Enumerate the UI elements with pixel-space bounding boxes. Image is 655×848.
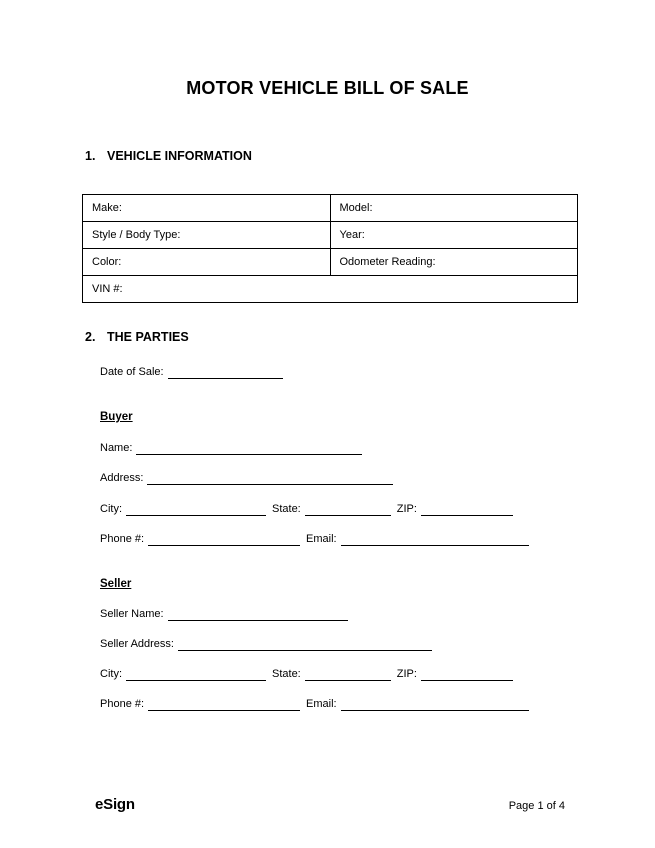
model-field-cell[interactable]: Model:	[330, 195, 578, 222]
style-body-type-field-cell[interactable]: Style / Body Type:	[83, 222, 331, 249]
buyer-address-line	[100, 471, 655, 485]
vehicle-information-table	[82, 194, 578, 303]
seller-address-label: Seller Address:	[100, 638, 174, 650]
date-of-sale-blank[interactable]	[168, 365, 283, 379]
buyer-phone-blank[interactable]	[148, 532, 300, 546]
buyer-state-label: State:	[272, 503, 301, 515]
seller-city-state-zip-line	[100, 667, 655, 681]
seller-state-label: State:	[272, 668, 301, 680]
seller-address-blank[interactable]	[178, 637, 432, 651]
seller-phone-blank[interactable]	[148, 697, 300, 711]
vin-field-cell[interactable]: VIN #:	[83, 276, 578, 303]
year-field-cell[interactable]: Year:	[330, 222, 578, 249]
buyer-name-label: Name:	[100, 442, 133, 454]
seller-zip-blank[interactable]	[421, 667, 513, 681]
buyer-heading: Buyer	[100, 411, 133, 423]
buyer-zip-label: ZIP:	[396, 503, 417, 515]
seller-zip-label: ZIP:	[396, 668, 417, 680]
table-row	[83, 276, 578, 303]
buyer-name-blank[interactable]	[136, 441, 362, 455]
esign-brand-logo: eSign	[95, 796, 135, 813]
seller-state-blank[interactable]	[305, 667, 391, 681]
color-field-cell[interactable]: Color:	[83, 249, 331, 276]
date-of-sale-line	[100, 365, 655, 379]
make-field-cell[interactable]: Make:	[83, 195, 331, 222]
seller-address-line	[100, 637, 655, 651]
seller-city-label: City:	[100, 668, 122, 680]
seller-phone-label: Phone #:	[100, 698, 145, 710]
seller-name-label: Seller Name:	[100, 608, 164, 620]
buyer-name-line	[100, 441, 655, 455]
section-1-number: 1.	[85, 149, 96, 163]
section-2-heading	[85, 330, 655, 344]
section-2-heading-text: THE PARTIES	[107, 330, 189, 344]
buyer-phone-email-line	[100, 532, 655, 546]
section-2-number: 2.	[85, 330, 96, 344]
section-1-heading	[85, 149, 655, 163]
buyer-email-label: Email:	[306, 533, 337, 545]
page-title: MOTOR VEHICLE BILL OF SALE	[186, 78, 469, 98]
buyer-address-blank[interactable]	[147, 471, 393, 485]
buyer-phone-label: Phone #:	[100, 533, 145, 545]
table-row	[83, 195, 578, 222]
seller-name-blank[interactable]	[168, 607, 348, 621]
odometer-reading-field-cell[interactable]: Odometer Reading:	[330, 249, 578, 276]
page-footer	[95, 796, 565, 813]
date-of-sale-label: Date of Sale:	[100, 366, 164, 378]
table-row	[83, 249, 578, 276]
buyer-email-blank[interactable]	[341, 532, 529, 546]
seller-phone-email-line	[100, 697, 655, 711]
seller-name-line	[100, 607, 655, 621]
seller-city-blank[interactable]	[126, 667, 266, 681]
seller-email-blank[interactable]	[341, 697, 529, 711]
seller-email-label: Email:	[306, 698, 337, 710]
buyer-zip-blank[interactable]	[421, 502, 513, 516]
seller-heading: Seller	[100, 578, 132, 590]
buyer-state-blank[interactable]	[305, 502, 391, 516]
table-row	[83, 222, 578, 249]
page-number: Page 1 of 4	[508, 800, 565, 812]
section-1-heading-text: VEHICLE INFORMATION	[107, 149, 252, 163]
buyer-city-label: City:	[100, 503, 122, 515]
buyer-address-label: Address:	[100, 472, 144, 484]
buyer-city-blank[interactable]	[126, 502, 266, 516]
buyer-city-state-zip-line	[100, 502, 655, 516]
